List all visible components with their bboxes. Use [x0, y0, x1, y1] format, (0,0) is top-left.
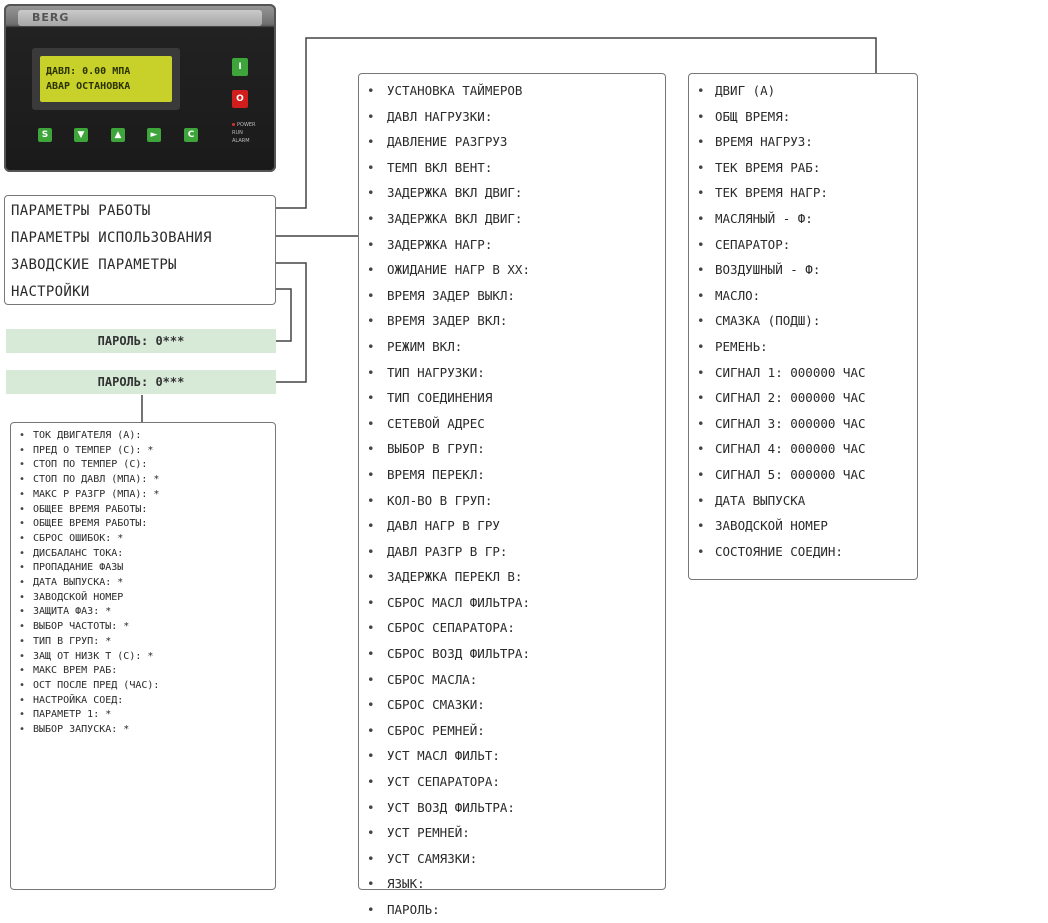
usage-parameter-item: • УСТ МАСЛ ФИЛЬТ:	[367, 743, 665, 769]
status-leds	[232, 121, 256, 145]
usage-parameter-item: • СБРОС ВОЗД ФИЛЬТРА:	[367, 641, 665, 667]
factory-parameter-item: • ДАТА ВЫПУСКА: *	[19, 576, 275, 591]
operation-parameter-item: • СИГНАЛ 2: 000000 ЧАС	[697, 385, 917, 411]
factory-parameter-item: • МАКС ВРЕМ РАБ:	[19, 664, 275, 679]
operation-parameter-item: • СМАЗКА (ПОДШ):	[697, 308, 917, 334]
factory-parameter-item: • МАКС Р РАЗГР (МПА): *	[19, 488, 275, 503]
usage-parameter-item: • ДАВЛЕНИЕ РАЗГРУЗ	[367, 129, 665, 155]
factory-parameter-item: • ЗАВОДСКОЙ НОМЕР	[19, 591, 275, 606]
factory-parameter-item: • ПАРАМЕТР 1: *	[19, 708, 275, 723]
cancel-button[interactable]: C	[184, 128, 198, 142]
usage-parameter-item: • СБРОС МАСЛ ФИЛЬТРА:	[367, 590, 665, 616]
usage-parameter-item: • ОЖИДАНИЕ НАГР В ХХ:	[367, 257, 665, 283]
menu-item-settings[interactable]: НАСТРОЙКИ	[11, 284, 90, 300]
led-alarm: ALARM	[232, 138, 250, 144]
usage-parameter-item: • СБРОС СМАЗКИ:	[367, 692, 665, 718]
factory-parameter-item: • ОБЩЕЕ ВРЕМЯ РАБОТЫ:	[19, 517, 275, 532]
factory-parameter-item: • ЗАЩ ОТ НИЗК Т (С): *	[19, 650, 275, 665]
factory-parameters-box	[10, 422, 276, 890]
factory-parameter-item: • ВЫБОР ЧАСТОТЫ: *	[19, 620, 275, 635]
factory-parameter-item: • ВЫБОР ЗАПУСКА: *	[19, 723, 275, 738]
factory-parameter-item: • СТОП ПО ДАВЛ (МПА): *	[19, 473, 275, 488]
operation-parameter-item: • ВОЗДУШНЫЙ - Ф:	[697, 257, 917, 283]
menu-item-usage[interactable]: ПАРАМЕТРЫ ИСПОЛЬЗОВАНИЯ	[11, 230, 212, 246]
usage-parameter-item: • ЗАДЕРЖКА ПЕРЕКЛ В:	[367, 564, 665, 590]
usage-parameter-item: • ВРЕМЯ ПЕРЕКЛ:	[367, 462, 665, 488]
usage-parameter-item: • СБРОС СЕПАРАТОРА:	[367, 615, 665, 641]
usage-parameters-box	[358, 73, 666, 917]
operation-parameter-item: • ЗАВОДСКОЙ НОМЕР	[697, 513, 917, 539]
usage-parameter-item: • УСТ САМЯЗКИ:	[367, 846, 665, 872]
operation-parameter-item: • РЕМЕНЬ:	[697, 334, 917, 360]
factory-parameter-item: • СТОП ПО ТЕМПЕР (С):	[19, 458, 275, 473]
factory-parameter-item: • ЗАЩИТА ФАЗ: *	[19, 605, 275, 620]
controller-panel	[4, 4, 276, 172]
factory-parameter-item: • ОСТ ПОСЛЕ ПРЕД (ЧАС):	[19, 679, 275, 694]
usage-parameter-item: • ЗАДЕРЖКА НАГР:	[367, 232, 665, 258]
lcd-display	[40, 56, 172, 102]
password-factory: ПАРОЛЬ: 0***	[6, 370, 276, 394]
usage-parameter-item: • СЕТЕВОЙ АДРЕС	[367, 411, 665, 437]
factory-parameter-item: • СБРОС ОШИБОК: *	[19, 532, 275, 547]
factory-parameters-list	[19, 429, 275, 738]
usage-parameter-item: • ТИП НАГРУЗКИ:	[367, 360, 665, 386]
usage-parameter-item: • ДАВЛ НАГР В ГРУ	[367, 513, 665, 539]
lcd-line-2: АВАР ОСТАНОВКА	[46, 81, 131, 92]
factory-parameter-item: • ОБЩЕЕ ВРЕМЯ РАБОТЫ:	[19, 503, 275, 518]
start-button[interactable]: I	[232, 58, 248, 76]
usage-parameter-item: • ВЫБОР В ГРУП:	[367, 436, 665, 462]
right-button[interactable]: ►	[147, 128, 161, 142]
usage-parameter-item: • УСТ СЕПАРАТОРА:	[367, 769, 665, 795]
usage-parameter-item: • ЗАДЕРЖКА ВКЛ ДВИГ:	[367, 206, 665, 232]
usage-parameter-item: • ТИП СОЕДИНЕНИЯ	[367, 385, 665, 411]
factory-parameter-item: • ТИП В ГРУП: *	[19, 635, 275, 650]
operation-parameters-list	[697, 78, 917, 564]
usage-parameter-item: • УСТ РЕМНЕЙ:	[367, 820, 665, 846]
usage-parameter-item: • РЕЖИМ ВКЛ:	[367, 334, 665, 360]
operation-parameter-item: • ТЕК ВРЕМЯ НАГР:	[697, 180, 917, 206]
up-button[interactable]: ▲	[111, 128, 125, 142]
operation-parameter-item: • ДАТА ВЫПУСКА	[697, 488, 917, 514]
operation-parameter-item: • ВРЕМЯ НАГРУЗ:	[697, 129, 917, 155]
down-button[interactable]: ▼	[74, 128, 88, 142]
operation-parameter-item: • СЕПАРАТОР:	[697, 232, 917, 258]
factory-parameter-item: • ТОК ДВИГАТЕЛЯ (А):	[19, 429, 275, 444]
usage-parameter-item: • ВРЕМЯ ЗАДЕР ВЫКЛ:	[367, 283, 665, 309]
usage-parameter-item: • ПАРОЛЬ:	[367, 897, 665, 923]
usage-parameter-item: • ЯЗЫК:	[367, 871, 665, 897]
operation-parameter-item: • МАСЛО:	[697, 283, 917, 309]
usage-parameter-item: • КОЛ-ВО В ГРУП:	[367, 488, 665, 514]
connector-settings	[276, 289, 291, 341]
power-led-icon	[232, 123, 235, 126]
usage-parameter-item: • ВРЕМЯ ЗАДЕР ВКЛ:	[367, 308, 665, 334]
menu-item-operation[interactable]: ПАРАМЕТРЫ РАБОТЫ	[11, 203, 151, 219]
usage-parameter-item: • СБРОС РЕМНЕЙ:	[367, 718, 665, 744]
led-power: POWER	[232, 121, 256, 129]
factory-parameter-item: • ДИСБАЛАНС ТОКА:	[19, 547, 275, 562]
factory-parameter-item: • ПРЕД О ТЕМПЕР (С): *	[19, 444, 275, 459]
menu-item-factory[interactable]: ЗАВОДСКИЕ ПАРАМЕТРЫ	[11, 257, 177, 273]
operation-parameter-item: • ДВИГ (А)	[697, 78, 917, 104]
operation-parameter-item: • СИГНАЛ 5: 000000 ЧАС	[697, 462, 917, 488]
usage-parameter-item: • ЗАДЕРЖКА ВКЛ ДВИГ:	[367, 180, 665, 206]
stop-button[interactable]: O	[232, 90, 248, 108]
usage-parameter-item: • УСТ ВОЗД ФИЛЬТРА:	[367, 795, 665, 821]
lcd-line-1: ДАВЛ: 0.00 МПА	[46, 66, 131, 77]
operation-parameter-item: • СИГНАЛ 4: 000000 ЧАС	[697, 436, 917, 462]
operation-parameters-box	[688, 73, 918, 580]
operation-parameter-item: • СИГНАЛ 3: 000000 ЧАС	[697, 411, 917, 437]
set-button[interactable]: S	[38, 128, 52, 142]
main-menu	[4, 195, 276, 305]
usage-parameter-item: • ДАВЛ НАГРУЗКИ:	[367, 104, 665, 130]
operation-parameter-item: • СИГНАЛ 1: 000000 ЧАС	[697, 360, 917, 386]
factory-parameter-item: • ПРОПАДАНИЕ ФАЗЫ	[19, 561, 275, 576]
brand-logo: BERG	[18, 10, 262, 26]
operation-parameter-item: • ТЕК ВРЕМЯ РАБ:	[697, 155, 917, 181]
password-settings: ПАРОЛЬ: 0***	[6, 329, 276, 353]
usage-parameter-item: • УСТАНОВКА ТАЙМЕРОВ	[367, 78, 665, 104]
factory-parameter-item: • НАСТРОЙКА СОЕД:	[19, 694, 275, 709]
usage-parameter-item: • СБРОС МАСЛА:	[367, 667, 665, 693]
operation-parameter-item: • МАСЛЯНЫЙ - Ф:	[697, 206, 917, 232]
operation-parameter-item: • ОБЩ ВРЕМЯ:	[697, 104, 917, 130]
operation-parameter-item: • СОСТОЯНИЕ СОЕДИН:	[697, 539, 917, 565]
usage-parameter-item: • ДАВЛ РАЗГР В ГР:	[367, 539, 665, 565]
led-run: RUN	[232, 130, 243, 136]
usage-parameter-item: • ТЕМП ВКЛ ВЕНТ:	[367, 155, 665, 181]
usage-parameters-list	[367, 78, 665, 923]
